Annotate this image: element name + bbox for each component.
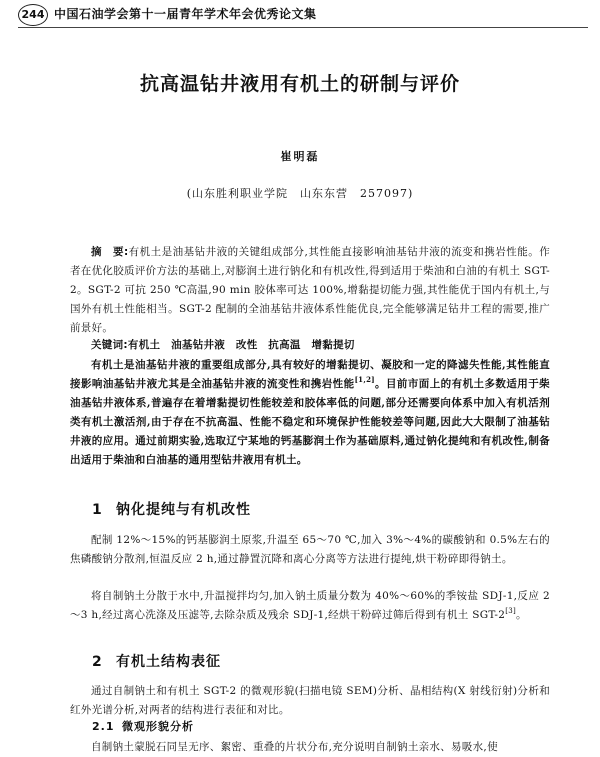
running-header: [18, 4, 588, 28]
section-1-number: 1: [92, 502, 103, 518]
section-1-citation: [3]: [505, 607, 517, 615]
section-1-heading: [92, 501, 552, 519]
intro-text-continued: 。目前市面上的有机土多数适用于柴油基钻井液体系,普遍存在着增黏提切性能较差和胶体率低的问题,部分还需要向体系中加入有机活剂类有机土激活剂,由于存在不抗高温、性能不稳定和环境保护性能较差等问题,因此大大限制了油基钻井液的应用。通过前期实验,选取辽宁某地的钙基膨润土作为基础原料,通过钠化提纯和有机改性,制备出适用于柴油和白油基的通用型钻井液用有机土。: [70, 378, 550, 466]
intro-text: 有机土是油基钻井液的重要组成部分,具有较好的增黏提切、凝胶和一定的降滤失性能,其性能直接影响油基钻井液尤其是全油基钻井液的流变性和携岩性能: [70, 359, 550, 390]
keywords: [70, 336, 550, 355]
section-2-heading: [92, 653, 552, 671]
section-2-number: 2: [92, 654, 103, 670]
section-1-paragraph-2-text: 将自制钠土分散于水中,升温搅拌均匀,加入钠土质量分数为 40%～60%的季铵盐 SDJ-1,反应 2～3 h,经过离心洗涤及压滤等,去除杂质及残余 SDJ-1,经烘干粉碎过筛后得到有机土 SGT-2: [70, 590, 550, 621]
journal-title: 中国石油学会第十一届青年学术年会优秀论文集: [54, 7, 317, 21]
abstract: [70, 243, 550, 338]
abstract-text: 有机土是油基钻井液的关键组成部分,其性能直接影响油基钻井液的流变和携岩性能。作者在优化胶质评价方法的基础上,对膨润土进行钠化和有机改性,得到适用于柴油和白油的有机土 SGT-2。SGT-2 可抗 250 ℃高温,90 min 胶体率可达 100%,增黏提切能力强,其性能优于国内有机土,与国外有机土性能相当。SGT-2 配制的全油基钻井液体系性能优良,完全能够满足钻井工程的需要,推广前景好。: [70, 246, 550, 334]
section-2-1-title: 微观形貌分析: [122, 720, 194, 733]
header-rule: [18, 27, 588, 28]
section-2-title: 有机土结构表征: [116, 654, 221, 670]
section-1-title: 钠化提纯与有机改性: [116, 502, 251, 518]
section-2-1-paragraph-1: 自制钠土蒙脱石同呈无序、絮密、重叠的片状分布,充分说明自制钠土亲水、易吸水,使: [91, 741, 498, 753]
page-number: 244: [18, 4, 48, 26]
section-1-paragraph-2-end: 。: [516, 609, 527, 621]
section-1-paragraph-2: [70, 587, 550, 625]
keywords-label: 关键词:: [91, 339, 128, 351]
author-name: 崔明磊: [280, 150, 320, 163]
author-affiliation: (山东胜利职业学院 山东东营 257097): [186, 187, 414, 200]
keywords-text: 有机土 油基钻井液 改性 抗高温 增黏提切: [127, 339, 355, 351]
section-2-paragraph-1: 通过自制钠土和有机土 SGT-2 的微观形貌(扫描电镜 SEM)分析、晶相结构(X 射线衍射)分析和红外光谱分析,对两者的结构进行表征和对比。: [70, 685, 550, 716]
section-2-1-heading: [92, 719, 552, 735]
section-2-1-number: 2.1: [92, 720, 115, 733]
section-1-paragraph-1: 配制 12%～15%的钙基膨润土原浆,升温至 65～70 ℃,加入 3%～4%的碳酸钠和 0.5%左右的焦磷酸钠分散剂,恒温反应 2 h,通过静置沉降和离心分离等方法进行提纯,烘干粉碎即得钠土。: [70, 534, 550, 565]
intro-citation: [1,2]: [354, 375, 375, 384]
abstract-label: 摘 要:: [91, 246, 129, 258]
intro-paragraph: [70, 356, 550, 470]
paper-title: 抗高温钻井液用有机土的研制与评价: [139, 73, 460, 95]
